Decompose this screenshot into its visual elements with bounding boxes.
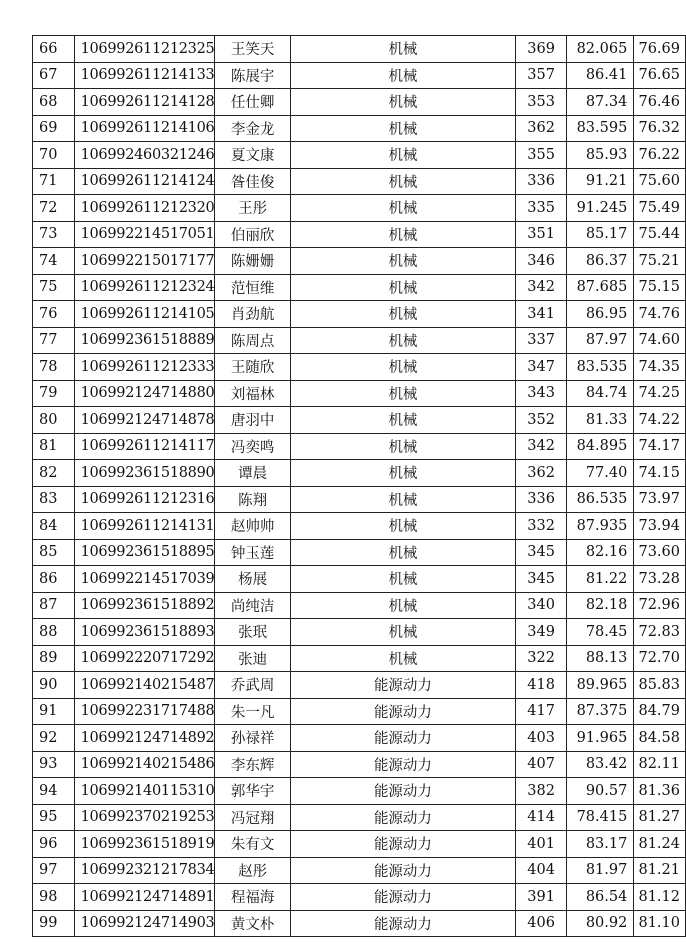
rank-cell: 82 bbox=[33, 460, 75, 487]
retest-score-cell: 83.535 bbox=[567, 354, 634, 381]
candidate-id-cell: 106992611214105 bbox=[74, 301, 215, 328]
major-cell: 能源动力 bbox=[290, 725, 515, 752]
table-row bbox=[33, 884, 686, 911]
table-row bbox=[33, 672, 686, 699]
total-score-cell: 76.32 bbox=[634, 115, 686, 142]
retest-score-cell: 86.37 bbox=[567, 248, 634, 275]
retest-score-cell: 82.065 bbox=[567, 36, 634, 63]
table-row bbox=[33, 725, 686, 752]
rank-cell: 85 bbox=[33, 539, 75, 566]
major-cell: 机械 bbox=[290, 645, 515, 672]
preliminary-score-cell: 391 bbox=[516, 884, 567, 911]
name-cell: 程福海 bbox=[215, 884, 290, 911]
rank-cell: 74 bbox=[33, 248, 75, 275]
table-row bbox=[33, 513, 686, 540]
table-row bbox=[33, 751, 686, 778]
rank-cell: 98 bbox=[33, 884, 75, 911]
name-cell: 赵彤 bbox=[215, 857, 290, 884]
preliminary-score-cell: 342 bbox=[516, 433, 567, 460]
table-row bbox=[33, 698, 686, 725]
rank-cell: 97 bbox=[33, 857, 75, 884]
total-score-cell: 72.96 bbox=[634, 592, 686, 619]
rank-cell: 76 bbox=[33, 301, 75, 328]
preliminary-score-cell: 355 bbox=[516, 142, 567, 169]
total-score-cell: 73.28 bbox=[634, 566, 686, 593]
total-score-cell: 76.69 bbox=[634, 36, 686, 63]
table-row bbox=[33, 831, 686, 858]
table-row bbox=[33, 645, 686, 672]
major-cell: 机械 bbox=[290, 62, 515, 89]
retest-score-cell: 81.97 bbox=[567, 857, 634, 884]
major-cell: 机械 bbox=[290, 248, 515, 275]
rank-cell: 68 bbox=[33, 89, 75, 116]
name-cell: 陈翔 bbox=[215, 486, 290, 513]
retest-score-cell: 81.33 bbox=[567, 407, 634, 434]
total-score-cell: 74.17 bbox=[634, 433, 686, 460]
name-cell: 郭华宇 bbox=[215, 778, 290, 805]
name-cell: 谭晨 bbox=[215, 460, 290, 487]
name-cell: 冯奕鸣 bbox=[215, 433, 290, 460]
rank-cell: 94 bbox=[33, 778, 75, 805]
name-cell: 尚纯洁 bbox=[215, 592, 290, 619]
total-score-cell: 74.22 bbox=[634, 407, 686, 434]
retest-score-cell: 77.40 bbox=[567, 460, 634, 487]
rank-cell: 69 bbox=[33, 115, 75, 142]
candidate-id-cell: 106992140115310 bbox=[74, 778, 215, 805]
major-cell: 机械 bbox=[290, 301, 515, 328]
rank-cell: 72 bbox=[33, 195, 75, 222]
candidate-id-cell: 106992220717292 bbox=[74, 645, 215, 672]
preliminary-score-cell: 351 bbox=[516, 221, 567, 248]
name-cell: 朱一凡 bbox=[215, 698, 290, 725]
retest-score-cell: 80.92 bbox=[567, 910, 634, 937]
retest-score-cell: 87.375 bbox=[567, 698, 634, 725]
retest-score-cell: 82.16 bbox=[567, 539, 634, 566]
retest-score-cell: 87.97 bbox=[567, 327, 634, 354]
preliminary-score-cell: 404 bbox=[516, 857, 567, 884]
retest-score-cell: 88.13 bbox=[567, 645, 634, 672]
rank-cell: 77 bbox=[33, 327, 75, 354]
major-cell: 机械 bbox=[290, 115, 515, 142]
name-cell: 冯冠翔 bbox=[215, 804, 290, 831]
name-cell: 陈展宇 bbox=[215, 62, 290, 89]
table-row bbox=[33, 115, 686, 142]
rank-cell: 87 bbox=[33, 592, 75, 619]
rank-cell: 67 bbox=[33, 62, 75, 89]
preliminary-score-cell: 362 bbox=[516, 115, 567, 142]
name-cell: 黄文朴 bbox=[215, 910, 290, 937]
candidate-id-cell: 106992124714903 bbox=[74, 910, 215, 937]
candidate-id-cell: 106992361518895 bbox=[74, 539, 215, 566]
preliminary-score-cell: 336 bbox=[516, 168, 567, 195]
total-score-cell: 74.25 bbox=[634, 380, 686, 407]
name-cell: 范恒维 bbox=[215, 274, 290, 301]
name-cell: 陈姗姗 bbox=[215, 248, 290, 275]
rank-cell: 95 bbox=[33, 804, 75, 831]
preliminary-score-cell: 407 bbox=[516, 751, 567, 778]
retest-score-cell: 89.965 bbox=[567, 672, 634, 699]
candidate-id-cell: 106992231717488 bbox=[74, 698, 215, 725]
table-row bbox=[33, 354, 686, 381]
rank-cell: 93 bbox=[33, 751, 75, 778]
rank-cell: 75 bbox=[33, 274, 75, 301]
rank-cell: 73 bbox=[33, 221, 75, 248]
retest-score-cell: 87.685 bbox=[567, 274, 634, 301]
table-row bbox=[33, 407, 686, 434]
total-score-cell: 84.58 bbox=[634, 725, 686, 752]
table-row bbox=[33, 592, 686, 619]
preliminary-score-cell: 337 bbox=[516, 327, 567, 354]
retest-score-cell: 82.18 bbox=[567, 592, 634, 619]
preliminary-score-cell: 352 bbox=[516, 407, 567, 434]
major-cell: 能源动力 bbox=[290, 804, 515, 831]
preliminary-score-cell: 347 bbox=[516, 354, 567, 381]
results-table bbox=[32, 35, 686, 937]
candidate-id-cell: 106992611212320 bbox=[74, 195, 215, 222]
major-cell: 机械 bbox=[290, 539, 515, 566]
preliminary-score-cell: 403 bbox=[516, 725, 567, 752]
retest-score-cell: 87.935 bbox=[567, 513, 634, 540]
major-cell: 机械 bbox=[290, 433, 515, 460]
candidate-id-cell: 106992611214128 bbox=[74, 89, 215, 116]
name-cell: 唐羽中 bbox=[215, 407, 290, 434]
candidate-id-cell: 106992611214106 bbox=[74, 115, 215, 142]
name-cell: 昝佳俊 bbox=[215, 168, 290, 195]
candidate-id-cell: 106992321217834 bbox=[74, 857, 215, 884]
name-cell: 王笑天 bbox=[215, 36, 290, 63]
rank-cell: 66 bbox=[33, 36, 75, 63]
name-cell: 赵帅帅 bbox=[215, 513, 290, 540]
total-score-cell: 76.65 bbox=[634, 62, 686, 89]
candidate-id-cell: 106992361518890 bbox=[74, 460, 215, 487]
preliminary-score-cell: 332 bbox=[516, 513, 567, 540]
candidate-id-cell: 106992611214124 bbox=[74, 168, 215, 195]
candidate-id-cell: 106992370219253 bbox=[74, 804, 215, 831]
rank-cell: 88 bbox=[33, 619, 75, 646]
major-cell: 机械 bbox=[290, 168, 515, 195]
candidate-id-cell: 106992361518892 bbox=[74, 592, 215, 619]
preliminary-score-cell: 417 bbox=[516, 698, 567, 725]
rank-cell: 92 bbox=[33, 725, 75, 752]
candidate-id-cell: 106992611212316 bbox=[74, 486, 215, 513]
major-cell: 能源动力 bbox=[290, 778, 515, 805]
retest-score-cell: 81.22 bbox=[567, 566, 634, 593]
table-row bbox=[33, 619, 686, 646]
total-score-cell: 85.83 bbox=[634, 672, 686, 699]
table-row bbox=[33, 62, 686, 89]
preliminary-score-cell: 353 bbox=[516, 89, 567, 116]
table-row bbox=[33, 539, 686, 566]
major-cell: 机械 bbox=[290, 274, 515, 301]
major-cell: 机械 bbox=[290, 327, 515, 354]
retest-score-cell: 86.95 bbox=[567, 301, 634, 328]
total-score-cell: 84.79 bbox=[634, 698, 686, 725]
preliminary-score-cell: 341 bbox=[516, 301, 567, 328]
rank-cell: 84 bbox=[33, 513, 75, 540]
preliminary-score-cell: 336 bbox=[516, 486, 567, 513]
name-cell: 张珉 bbox=[215, 619, 290, 646]
preliminary-score-cell: 345 bbox=[516, 539, 567, 566]
major-cell: 机械 bbox=[290, 407, 515, 434]
preliminary-score-cell: 349 bbox=[516, 619, 567, 646]
candidate-id-cell: 106992124714891 bbox=[74, 884, 215, 911]
preliminary-score-cell: 406 bbox=[516, 910, 567, 937]
rank-cell: 79 bbox=[33, 380, 75, 407]
major-cell: 能源动力 bbox=[290, 857, 515, 884]
rank-cell: 70 bbox=[33, 142, 75, 169]
major-cell: 机械 bbox=[290, 380, 515, 407]
major-cell: 能源动力 bbox=[290, 698, 515, 725]
retest-score-cell: 91.245 bbox=[567, 195, 634, 222]
total-score-cell: 74.76 bbox=[634, 301, 686, 328]
table-row bbox=[33, 327, 686, 354]
preliminary-score-cell: 346 bbox=[516, 248, 567, 275]
total-score-cell: 75.21 bbox=[634, 248, 686, 275]
major-cell: 机械 bbox=[290, 142, 515, 169]
name-cell: 孙禄祥 bbox=[215, 725, 290, 752]
total-score-cell: 75.49 bbox=[634, 195, 686, 222]
preliminary-score-cell: 414 bbox=[516, 804, 567, 831]
name-cell: 任仕卿 bbox=[215, 89, 290, 116]
candidate-id-cell: 106992361518889 bbox=[74, 327, 215, 354]
candidate-id-cell: 106992361518893 bbox=[74, 619, 215, 646]
table-row bbox=[33, 566, 686, 593]
major-cell: 机械 bbox=[290, 619, 515, 646]
table-row bbox=[33, 168, 686, 195]
name-cell: 肖劲航 bbox=[215, 301, 290, 328]
retest-score-cell: 90.57 bbox=[567, 778, 634, 805]
candidate-id-cell: 106992361518919 bbox=[74, 831, 215, 858]
retest-score-cell: 86.535 bbox=[567, 486, 634, 513]
retest-score-cell: 84.74 bbox=[567, 380, 634, 407]
retest-score-cell: 83.595 bbox=[567, 115, 634, 142]
candidate-id-cell: 106992611212325 bbox=[74, 36, 215, 63]
rank-cell: 90 bbox=[33, 672, 75, 699]
total-score-cell: 81.10 bbox=[634, 910, 686, 937]
rank-cell: 86 bbox=[33, 566, 75, 593]
retest-score-cell: 91.965 bbox=[567, 725, 634, 752]
total-score-cell: 81.21 bbox=[634, 857, 686, 884]
rank-cell: 78 bbox=[33, 354, 75, 381]
preliminary-score-cell: 335 bbox=[516, 195, 567, 222]
total-score-cell: 76.22 bbox=[634, 142, 686, 169]
major-cell: 机械 bbox=[290, 36, 515, 63]
candidate-id-cell: 106992124714880 bbox=[74, 380, 215, 407]
name-cell: 王彤 bbox=[215, 195, 290, 222]
total-score-cell: 74.35 bbox=[634, 354, 686, 381]
major-cell: 机械 bbox=[290, 513, 515, 540]
table-row bbox=[33, 857, 686, 884]
rank-cell: 71 bbox=[33, 168, 75, 195]
table-row bbox=[33, 804, 686, 831]
preliminary-score-cell: 343 bbox=[516, 380, 567, 407]
preliminary-score-cell: 342 bbox=[516, 274, 567, 301]
preliminary-score-cell: 357 bbox=[516, 62, 567, 89]
preliminary-score-cell: 382 bbox=[516, 778, 567, 805]
preliminary-score-cell: 340 bbox=[516, 592, 567, 619]
major-cell: 机械 bbox=[290, 354, 515, 381]
total-score-cell: 74.60 bbox=[634, 327, 686, 354]
table-row bbox=[33, 301, 686, 328]
candidate-id-cell: 106992611214131 bbox=[74, 513, 215, 540]
retest-score-cell: 83.17 bbox=[567, 831, 634, 858]
major-cell: 能源动力 bbox=[290, 672, 515, 699]
name-cell: 陈周点 bbox=[215, 327, 290, 354]
candidate-id-cell: 106992611214117 bbox=[74, 433, 215, 460]
table-row bbox=[33, 486, 686, 513]
name-cell: 钟玉莲 bbox=[215, 539, 290, 566]
candidate-id-cell: 106992611212324 bbox=[74, 274, 215, 301]
table-row bbox=[33, 380, 686, 407]
rank-cell: 83 bbox=[33, 486, 75, 513]
retest-score-cell: 83.42 bbox=[567, 751, 634, 778]
retest-score-cell: 84.895 bbox=[567, 433, 634, 460]
rank-cell: 91 bbox=[33, 698, 75, 725]
total-score-cell: 73.60 bbox=[634, 539, 686, 566]
total-score-cell: 74.15 bbox=[634, 460, 686, 487]
total-score-cell: 82.11 bbox=[634, 751, 686, 778]
candidate-id-cell: 106992124714892 bbox=[74, 725, 215, 752]
preliminary-score-cell: 369 bbox=[516, 36, 567, 63]
retest-score-cell: 85.93 bbox=[567, 142, 634, 169]
table-row bbox=[33, 778, 686, 805]
name-cell: 朱有文 bbox=[215, 831, 290, 858]
name-cell: 李金龙 bbox=[215, 115, 290, 142]
retest-score-cell: 87.34 bbox=[567, 89, 634, 116]
retest-score-cell: 86.54 bbox=[567, 884, 634, 911]
retest-score-cell: 85.17 bbox=[567, 221, 634, 248]
major-cell: 机械 bbox=[290, 592, 515, 619]
table-row bbox=[33, 910, 686, 937]
major-cell: 机械 bbox=[290, 221, 515, 248]
candidate-id-cell: 106992215017177 bbox=[74, 248, 215, 275]
table-row bbox=[33, 195, 686, 222]
preliminary-score-cell: 418 bbox=[516, 672, 567, 699]
major-cell: 机械 bbox=[290, 195, 515, 222]
total-score-cell: 73.94 bbox=[634, 513, 686, 540]
total-score-cell: 75.15 bbox=[634, 274, 686, 301]
candidate-id-cell: 106992124714878 bbox=[74, 407, 215, 434]
rank-cell: 99 bbox=[33, 910, 75, 937]
total-score-cell: 75.60 bbox=[634, 168, 686, 195]
total-score-cell: 73.97 bbox=[634, 486, 686, 513]
table-row bbox=[33, 460, 686, 487]
retest-score-cell: 91.21 bbox=[567, 168, 634, 195]
preliminary-score-cell: 345 bbox=[516, 566, 567, 593]
candidate-id-cell: 106992214517039 bbox=[74, 566, 215, 593]
rank-cell: 96 bbox=[33, 831, 75, 858]
major-cell: 能源动力 bbox=[290, 831, 515, 858]
preliminary-score-cell: 322 bbox=[516, 645, 567, 672]
results-table-body bbox=[33, 36, 686, 937]
table-row bbox=[33, 433, 686, 460]
total-score-cell: 76.46 bbox=[634, 89, 686, 116]
total-score-cell: 72.70 bbox=[634, 645, 686, 672]
major-cell: 能源动力 bbox=[290, 751, 515, 778]
retest-score-cell: 86.41 bbox=[567, 62, 634, 89]
name-cell: 王随欣 bbox=[215, 354, 290, 381]
table-row bbox=[33, 248, 686, 275]
candidate-id-cell: 106992611212333 bbox=[74, 354, 215, 381]
major-cell: 机械 bbox=[290, 566, 515, 593]
rank-cell: 89 bbox=[33, 645, 75, 672]
retest-score-cell: 78.415 bbox=[567, 804, 634, 831]
total-score-cell: 75.44 bbox=[634, 221, 686, 248]
major-cell: 能源动力 bbox=[290, 910, 515, 937]
table-row bbox=[33, 142, 686, 169]
table-row bbox=[33, 36, 686, 63]
table-row bbox=[33, 221, 686, 248]
candidate-id-cell: 106992460321246 bbox=[74, 142, 215, 169]
table-row bbox=[33, 89, 686, 116]
retest-score-cell: 78.45 bbox=[567, 619, 634, 646]
name-cell: 乔武周 bbox=[215, 672, 290, 699]
candidate-id-cell: 106992214517051 bbox=[74, 221, 215, 248]
total-score-cell: 81.24 bbox=[634, 831, 686, 858]
total-score-cell: 72.83 bbox=[634, 619, 686, 646]
major-cell: 机械 bbox=[290, 89, 515, 116]
name-cell: 李东辉 bbox=[215, 751, 290, 778]
name-cell: 刘福林 bbox=[215, 380, 290, 407]
table-row bbox=[33, 274, 686, 301]
candidate-id-cell: 106992140215486 bbox=[74, 751, 215, 778]
name-cell: 张迪 bbox=[215, 645, 290, 672]
candidate-id-cell: 106992611214133 bbox=[74, 62, 215, 89]
name-cell: 夏文康 bbox=[215, 142, 290, 169]
major-cell: 机械 bbox=[290, 460, 515, 487]
major-cell: 能源动力 bbox=[290, 884, 515, 911]
total-score-cell: 81.27 bbox=[634, 804, 686, 831]
name-cell: 杨展 bbox=[215, 566, 290, 593]
preliminary-score-cell: 401 bbox=[516, 831, 567, 858]
total-score-cell: 81.36 bbox=[634, 778, 686, 805]
major-cell: 机械 bbox=[290, 486, 515, 513]
total-score-cell: 81.12 bbox=[634, 884, 686, 911]
candidate-id-cell: 106992140215487 bbox=[74, 672, 215, 699]
rank-cell: 81 bbox=[33, 433, 75, 460]
preliminary-score-cell: 362 bbox=[516, 460, 567, 487]
name-cell: 伯丽欣 bbox=[215, 221, 290, 248]
rank-cell: 80 bbox=[33, 407, 75, 434]
